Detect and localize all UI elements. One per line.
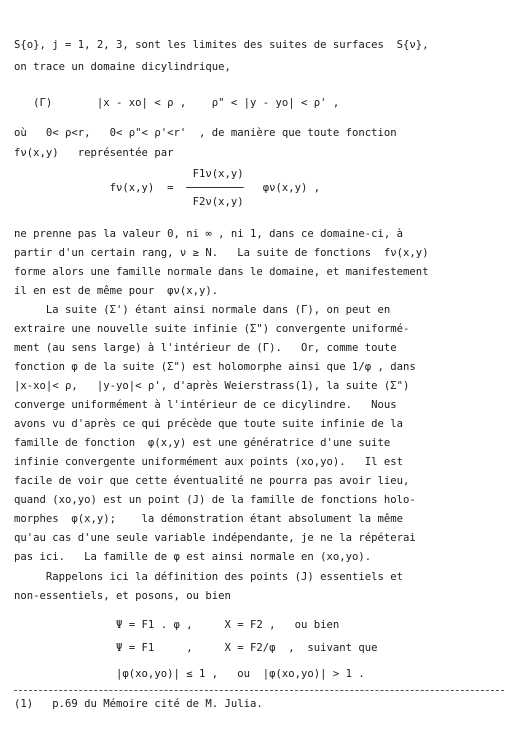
text-line-22: converge uniformément à l'intérieur de ce dicylindre. Nous <box>14 399 397 411</box>
text-line-16: il en est de même pour φν(x,y). <box>14 285 219 297</box>
text-line-13: ne prenne pas la valeur 0, ni ∞ , ni 1, dans ce domaine-ci, à <box>14 228 404 240</box>
text-line-30: pas ici. La famille de φ est ainsi normale en (xo,yo). <box>14 551 372 563</box>
text-line-17: La suite (Σ') étant ainsi normale dans (Γ), on peut en <box>14 304 391 316</box>
text-line-26: facile de voir que cette éventualité ne pourra pas avoir lieu, <box>14 475 410 487</box>
footnote-divider <box>14 690 504 691</box>
text-line-28: morphes φ(x,y); la démonstration étant absolument la même <box>14 513 404 525</box>
text-line-18: extraire une nouvelle suite infinie (Σ") convergente uniformé- <box>14 323 410 335</box>
text-line-20: fonction φ de la suite (Σ") est holomorphe ainsi que 1/φ , dans <box>14 361 416 373</box>
text-line-32: non-essentiels, et posons, ou bien <box>14 590 231 602</box>
formula-line-3: |φ(xo,yo)| ≤ 1 , ou |φ(xo,yo)| > 1 . <box>14 668 365 680</box>
formula-line-1: Ψ = F1 . φ , X = F2 , ou bien <box>14 619 340 631</box>
fraction-equation: fν(x,y) = ───────── φν(x,y) , <box>14 182 321 194</box>
text-line-29: qu'au cas d'une seule variable indépendante, je ne la répéterai <box>14 532 416 544</box>
text-line-1: S{o}, j = 1, 2, 3, sont les limites des suites de surfaces S{ν}, <box>14 39 429 51</box>
text-line-21: |x-xo|< ρ, |y-yo|< ρ', d'après Weierstrass(1), la suite (Σ") <box>14 380 410 392</box>
fraction-numerator: F1ν(x,y) <box>14 168 244 180</box>
text-line-7: fν(x,y) représentée par <box>14 147 174 159</box>
text-line-6: où 0< ρ<r, 0< ρ"< ρ'<r' , de manière que toute fonction <box>14 127 397 139</box>
text-line-27: quand (xo,yo) est un point (J) de la famille de fonctions holo- <box>14 494 416 506</box>
text-line-24: famille de fonction φ(x,y) est une génératrice d'une suite <box>14 437 391 449</box>
text-line-19: ment (au sens large) à l'intérieur de (Γ). Or, comme toute <box>14 342 397 354</box>
fraction-denominator: F2ν(x,y) <box>14 196 244 208</box>
footnote: (1) p.69 du Mémoire cité de M. Julia. <box>14 698 263 710</box>
text-line-23: avons vu d'après ce qui précède que toute suite infinie de la <box>14 418 404 430</box>
domain-definition: (Γ) |x - xo| < ρ , ρ" < |y - yo| < ρ' , <box>14 97 340 109</box>
formula-line-2: Ψ = F1 , X = F2/φ , suivant que <box>14 642 378 654</box>
text-line-31: Rappelons ici la définition des points (J) essentiels et <box>14 571 404 583</box>
text-line-25: infinie convergente uniformément aux points (xo,yo). Il est <box>14 456 404 468</box>
text-line-15: forme alors une famille normale dans le domaine, et manifestement <box>14 266 429 278</box>
text-line-14: partir d'un certain rang, ν ≥ N. La suite de fonctions fν(x,y) <box>14 247 429 259</box>
text-line-2: on trace un domaine dicylindrique, <box>14 61 231 73</box>
